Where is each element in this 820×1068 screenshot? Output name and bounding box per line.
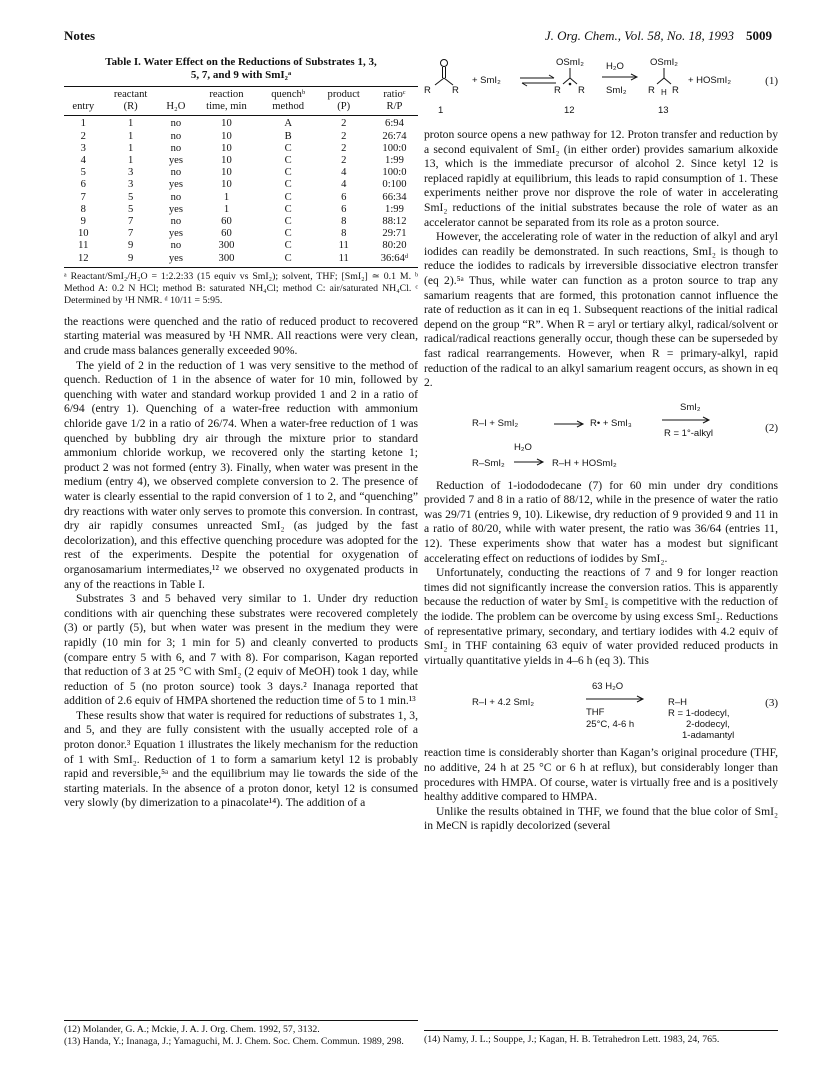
table-title-line1: Table I. Water Effect on the Reductions of Substrates 1, 3, [105,56,377,68]
eq3-r-definition-3: 1-adamantyl [682,730,735,742]
table-header-top [159,87,193,102]
table-cell: 80:20 [382,240,407,252]
eq1-plus-hosmi2: + HOSmI₂ [688,75,732,86]
eq1-alkoxide-r-left: R [648,85,655,96]
eq1-osmi2-alkoxide: OSmI₂ [650,57,678,68]
table-title-line2: 5, 7, and 9 with SmI₂ᵃ [190,69,292,81]
table-cell: 3 [127,167,134,179]
table-footnote: ᵃ Reactant/SmI₂/H₂O = 1:2.2:33 (15 equiv vs SmI₂); solvent, THF; [SmI₂] ≃ 0.1 M. ᵇ Method A: 0.2 N HCl; method B: saturated NH₄Cl; method C: air/saturated NH₄Cl. ᶜ Determined by ¹H NMR. ᵈ 10/11 = 5:95. [64,270,418,306]
eq1-smi2-below: SmI₂ [606,85,627,96]
table-1 [64,86,418,268]
table-row [64,228,418,240]
table-cell: C [284,203,292,215]
table-cell: 1:99 [385,203,404,215]
footnote-12: (12) Molander, G. A.; Mckie, J. A. J. Org. Chem. 1992, 57, 3132. [64,1024,320,1035]
eq3-solvent: THF [586,707,605,719]
table-cell: no [170,167,182,179]
table-cell: 2 [341,118,347,130]
eq2-h2o: H₂O [514,441,532,453]
eq2-arrow-3 [512,457,546,467]
eq1-label-13: 13 [658,105,669,116]
table-header: (R) [103,101,159,116]
table-cell: 12 [64,253,103,268]
table-cell: 2 [341,155,347,167]
footnote-13: (13) Handa, Y.; Inanaga, J.; Yamaguchi, M. J. Chem. Soc. Chem. Commun. 1989, 298. [64,1036,404,1047]
journal-citation: J. Org. Chem., Vol. 58, No. 18, 1993 [544,28,734,43]
eq3-r-definition: R = 1-dodecyl, [668,708,730,720]
paragraph: These results show that water is required for reductions of substrates 1, 3, and 5, and they are fully consistent with the usually accepted role of a proton donor.³ Equation 1 illustrates the likely mechanism for the reduction of 1 with SmI₂. Reduction of 1 to form a samarium ketyl 12 is probably rapid and reversible,⁵ᵃ and the equilibrium may lie towards the side of the starting materials. In the absence of a proton donor, ketyl 12 is consumed very slowly (by dimerization to a pinacolate¹⁴). The addition of a [64,708,418,810]
right-body-text-a [424,128,778,391]
table-cell: C [284,216,292,228]
table-cell: 11 [317,253,371,268]
paragraph: Unfortunately, conducting the reactions of 7 and 9 for longer reaction times did not significantly increase the conversion ratios. This is apparently because the reduction of water by SmI₂ is competitive with the reduction of the iodide. The problem can be overcome by using excess SmI₂. Reductions of representative primary, secondary, and tertiary iodides with 4.2 equiv of SmI₂ in THF containing 63 equiv of water provided reduced products in virtually quantitative yields in 4–6 h (eq 3). This [424,566,778,667]
eq1-label-1: 1 [438,105,444,116]
table-cell: yes [168,228,183,240]
table-cell: 10 [221,142,232,154]
table-cell: 10 [77,228,89,240]
eq1-equilibrium-arrow [518,74,558,88]
table-cell: 4 [80,155,86,167]
table-cell: 10 [221,179,232,191]
table-cell: 8 [80,203,86,215]
table-cell: 6 [341,191,347,203]
footnote-14: (14) Namy, J. L.; Souppe, J.; Kagan, H. B. Tetrahedron Lett. 1983, 24, 765. [424,1034,720,1045]
table-cell: C [284,167,292,179]
eq1-alkoxide-r-right: R [672,85,679,96]
eq2-arrow-2 [660,415,712,425]
eq1-osmi2-ketyl: OSmI₂ [556,57,584,68]
table-cell: 1 [127,130,134,142]
table-cell: 60 [221,216,232,228]
table-cell: 10 [221,155,232,167]
right-column [424,56,778,834]
section-label: Notes [64,28,96,43]
table-cell: 5 [127,203,134,215]
table-cell: 5 [127,191,134,203]
eq1-ketyl-r-left: R [554,85,561,96]
table-cell: no [170,191,182,203]
eq3-product: R–H [668,697,688,709]
eq3-reactants: R–I + 4.2 SmI₂ [472,697,535,709]
eq2-radical: R• + SmI₃ [590,417,632,429]
table-row [64,216,418,228]
table-cell: 6 [341,203,347,215]
eq1-forward-arrow [600,72,640,82]
table-cell: yes [168,155,183,167]
table-cell: 300 [218,240,235,252]
table-row [64,167,418,179]
table-cell: 2 [341,142,347,154]
eq3-r-definition-2: 2-dodecyl, [686,719,730,731]
footnotes-left [64,1020,418,1048]
paragraph: reaction time is considerably shorter than Kagan’s original procedure (THF, no additive, 24 h at 25 °C or 6 h at reflux), but considerably longer than procedures with HMPA. Of course, water is virtually free and is a positively healthy additive compared to HMPA. [424,746,778,804]
table-cell: 1 [223,203,230,215]
table-cell: 8 [341,216,347,228]
table-title [64,56,418,82]
table-cell: 36:64ᵈ [371,253,418,268]
table-cell: 100:0 [382,167,407,179]
table-row [64,131,418,143]
table-header-top: quenchᵇ [260,87,317,102]
table-row [64,179,418,191]
table-cell: 1 [80,118,86,130]
table-cell: yes [159,253,193,268]
table-cell: no [170,118,182,130]
table-cell: C [284,142,292,154]
table-cell: 3 [127,179,134,191]
table-cell: 4 [341,167,347,179]
table-row [64,155,418,167]
table-header: R/P [371,101,418,116]
table-cell: 2 [80,130,86,142]
left-column [64,56,418,811]
eq1-alkoxide-structure [654,66,684,96]
page-number: 5009 [746,28,772,43]
paragraph: the reactions were quenched and the ratio of reduced product to recovered starting material was measured by ¹H NMR. All reactions were very clean, and crude mass balances generally exceeded 90%. [64,314,418,358]
table-cell: 10 [221,167,232,179]
table-cell: no [170,240,182,252]
eq3-water: 63 H₂O [592,681,624,693]
eq1-r-left: R [424,85,431,96]
eq2-reactants: R–I + SmI₂ [472,417,519,429]
table-cell: C [284,155,292,167]
table-cell: 9 [80,216,86,228]
table-cell: 300 [193,253,260,268]
table-cell: 1 [127,142,134,154]
paragraph: However, the accelerating role of water in the reduction of alkyl and aryl iodides can readily be demonstrated. In such reactions, SmI₂ is though to reduce the iodides to radicals by irreversible dissociative electron transfer (eq 2).⁵ᵃ Thus, while water can function as a proton source to trap any samarium reagents that are formed, this protonation cannot influence the rate of reduction as it can in eq 1. Subsequent reactions of the initial radical depend on the group “R”. When R = aryl or tertiary alkyl, radical/solvent or radical/radical reactions generally occur, though these can be superseded by fast radical rearrangements. However, when R = primary-alkyl, rapid reduction of the radical to an alkyl samarium reagent occurs, as shown in eq 2. [424,230,778,390]
table-header-top: reaction [193,87,260,102]
equation-2 [424,395,778,479]
table-cell: C [284,191,292,203]
table-cell: 1 [127,118,134,130]
eq1-number: (1) [765,75,778,87]
table-header-top: ratioᶜ [371,87,418,102]
table-header: H₂O [159,101,193,116]
table-cell: 5 [80,167,86,179]
table-cell: no [170,216,182,228]
journal-header [545,28,772,44]
table-cell: 7 [127,216,134,228]
eq1-ketone-structure [426,58,466,98]
eq3-number: (3) [765,697,778,710]
eq1-ketyl-structure [560,66,590,96]
eq3-arrow [584,694,646,704]
table-cell: yes [168,203,183,215]
eq1-label-12: 12 [564,105,575,116]
table-cell: 0:100 [382,179,407,191]
paragraph: Unlike the results obtained in THF, we found that the blue color of SmI₂ in MeCN is rapidly decolorized (several [424,804,778,833]
right-body-text-b [424,479,778,669]
eq1-r-right: R [452,85,459,96]
eq3-conditions: 25°C, 4-6 h [586,719,635,731]
table-row [64,253,418,268]
table-row [64,204,418,216]
table-cell: 1 [127,155,134,167]
table-cell: 26:74 [382,130,407,142]
paragraph: proton source opens a new pathway for 12. Proton transfer and reduction by a second equivalent of SmI₂ (in either order) provides samarium alkoxide 13, which is the immediate precursor of alcohol 2. Since ketyl 12 is replaced rapidly at equilibrium, this leads to rapid consumption of 1. These experiments neither prove nor disprove the role of water in accelerating SmI₂ reductions of the initial substrates because the role of water as an accelerator cannot be separated from its role as a proton source. [424,128,778,229]
table-cell: 1 [223,191,230,203]
table-row [64,240,418,252]
table-cell: 88:12 [382,216,407,228]
table-cell: 66:34 [382,191,407,203]
table-cell: 10 [221,118,232,130]
table-cell: C [260,253,317,268]
table-cell: C [284,228,292,240]
table-row [64,116,418,131]
table-cell: 7 [127,228,134,240]
table-header-top: reactant [103,87,159,102]
table-cell: no [170,142,182,154]
eq2-products: R–H + HOSmI₂ [552,457,617,469]
paragraph: Substrates 3 and 5 behaved very similar to 1. Under dry reduction conditions with air quenching these substrates were recovered completely (3) or partly (5), but when water was present in the medium they were rapidly (10 min for 3; 1 min for 5) and cleanly converted to products (compare entry 5 with 6, and 7 with 8). For comparison, Kagan reported that reduction of 3 at 25 °C with SmI₂ (2 equiv of MeOH) took 1 day, while reduction of 5 (no proton source) took 3 days.² Inanaga reported that addition of 2.6 equiv of HMPA shortened the reduction time of 5 to 1 min.¹³ [64,592,418,708]
table-header-top [64,87,103,102]
table-cell: C [284,240,292,252]
table-cell: 9 [127,240,134,252]
equation-1 [424,56,778,128]
table-cell: 9 [103,253,159,268]
right-body-text-c [424,746,778,834]
table-cell: 6:94 [385,118,404,130]
table-header: (P) [317,101,371,116]
table-cell: 8 [341,228,347,240]
eq2-smi2-above: SmI₂ [680,401,701,413]
table-cell: 29:71 [382,228,407,240]
paragraph: The yield of 2 in the reduction of 1 was very sensitive to the method of quench. Reduction of 1 in the absence of water for 10 min, followed by quenching with water and standard workup provided 1 and 2 in a ratio of 6/94 (entry 1). Quenching of a water-free reduction with ammonium chloride gave 1/2 in a ratio of 26/74. When a water-free reduction of 1 was quenched by bubbling dry air through the mixture prior to standard ammonium chloride workup, we recovered only the starting ketone 1; product 2 was not formed (entry 3). Finally, when water was present in the medium (entry 4), we observed complete conversion to 2. The presence of water is clearly essential to the rapid conversion of 1 to 2, and “quenching” dry reactions with water only serves to promote this conversion. In contrast, dry air rapidly consumes unreacted SmI₂ (as judged by the fast decolorization), and this effective quenching procedure was adopted for the rest of the experiments. Despite the potential for oxygenation of organosamarium intermediates,¹² we observed no oxygenated products in any of the reactions in Table I. [64,358,418,591]
table-cell: C [284,179,292,191]
paragraph: Reduction of 1-iodododecane (7) for 60 min under dry conditions provided 7 and 8 in a ratio of 88/12, while in the presence of water the ratio was 29/71 (entries 9, 10). Likewise, dry reduction of 9 provided 9 and 11 in a ratio of 80/20, while with water present, the ratio was 36/64 (entries 11, 12). These experiments show that water has a modest but significant accelerating effect on reductions of iodides by SmI₂. [424,478,778,565]
table-cell: 4 [341,179,347,191]
eq1-ketyl-r-right: R [578,85,585,96]
table-cell: 10 [221,130,232,142]
table-cell: B [284,130,292,142]
eq1-h2o: H₂O [606,61,624,72]
table-cell: no [170,130,182,142]
table-cell: 100:0 [382,142,407,154]
eq2-arrow-1 [552,419,586,429]
table-cell: 3 [80,142,86,154]
table-cell: 60 [221,228,232,240]
table-row [64,192,418,204]
table-cell: yes [168,179,183,191]
table-header-top: product [317,87,371,102]
table-cell: 6 [80,179,86,191]
footnotes-right [424,1030,778,1046]
left-body-text [64,315,418,811]
table-cell: 2 [341,130,347,142]
equation-3 [424,674,778,746]
table-cell: 7 [80,191,86,203]
table-cell: 11 [338,240,349,252]
eq1-alkoxide-h: H [661,88,667,97]
table-cell: A [284,118,292,130]
table-cell: 1:99 [385,155,404,167]
table-header: entry [64,101,103,116]
table-row [64,143,418,155]
eq2-condition: R = 1°-alkyl [664,427,713,439]
eq2-alkylsamarium: R–SmI₂ [472,457,505,469]
eq2-number: (2) [765,421,778,434]
table-cell: 11 [78,240,89,252]
table-header: method [260,101,317,116]
eq1-plus-smi2: + SmI₂ [472,75,501,86]
table-header: time, min [193,101,260,116]
